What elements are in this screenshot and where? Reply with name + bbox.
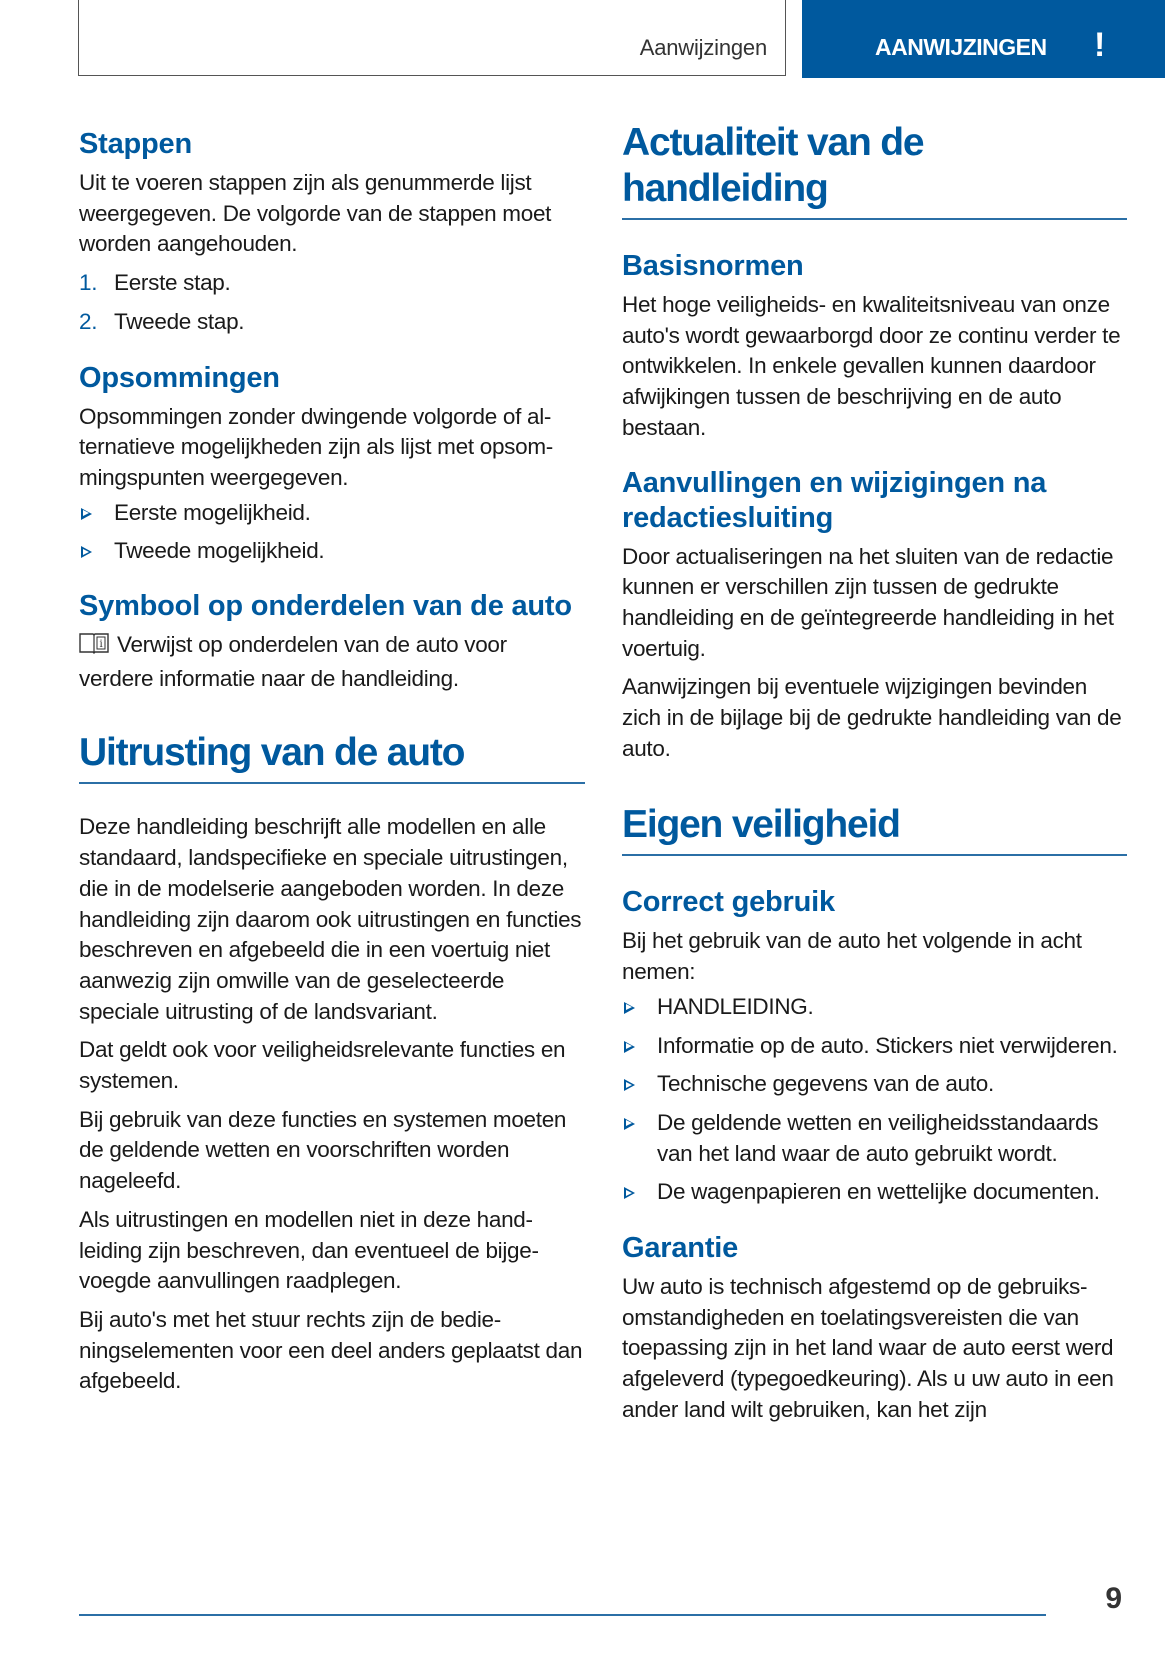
section-stappen (79, 126, 585, 338)
list-item (622, 1069, 1127, 1100)
list-item-text: Eerste mogelijkheid. (114, 499, 311, 525)
exclamation-icon: ! (1094, 26, 1106, 64)
book-info-icon (79, 631, 109, 664)
list-item-text: Tweede stap. (114, 308, 245, 334)
triangle-bullet-icon (624, 1041, 635, 1053)
triangle-bullet-icon (624, 1118, 635, 1130)
running-header-box (78, 0, 786, 76)
triangle-bullet-icon (624, 1079, 635, 1091)
section-actualiteit (622, 120, 1127, 220)
section-garantie (622, 1230, 1127, 1426)
list-item-text: De wagenpapieren en wettelijke documenten. (657, 1179, 1100, 1205)
chapter-tab (802, 0, 1165, 78)
section-opsommingen (79, 360, 585, 568)
page-number: 9 (1105, 1582, 1122, 1615)
list-item (79, 536, 585, 567)
paragraph: Opsommingen zonder dwingende volgorde of alternatieve mogelijkheden zijn als lijst met opsommingspunten weergegeven. (79, 403, 554, 490)
svg-text:i: i (99, 639, 103, 651)
bullet-list (622, 992, 1127, 1208)
paragraph: Bij het gebruik van de auto het volgende in acht nemen: (622, 928, 1082, 985)
heading-basisnormen: Basisnormen (622, 250, 804, 282)
chapter-tab-label: AANWIJZINGEN (875, 34, 1047, 60)
paragraph: Als uitrustingen en modellen niet in deze handleiding zijn beschreven, dan eventueel de bijgevoegde aanvullingen raadplegen. (79, 1206, 539, 1294)
heading-aanvullingen: Aanvullingen en wijzigingen na redactiesluiting (622, 466, 1047, 534)
triangle-bullet-icon (624, 1187, 635, 1199)
left-column (79, 120, 585, 1405)
right-column (622, 120, 1127, 1434)
list-item-text: Technische gegevens van de auto. (657, 1071, 994, 1097)
step-number: 2. (79, 308, 98, 334)
section-basisnormen (622, 248, 1127, 444)
footer-rule (79, 1614, 1046, 1616)
symbol-description: Verwijst op onderdelen van de auto voor verdere informatie naar de handleiding. (79, 632, 507, 691)
paragraph: Uw auto is technisch afgestemd op de gebruiksomstandigheden en toelatingsvereisten die van toepassing zijn in het land waar de auto eerst werd afgeleverd (typegoedkeuring). Als u uw auto in een ander land wilt gebruiken, kan het zijn (622, 1274, 1114, 1422)
list-item (79, 268, 585, 299)
heading-eigen-veiligheid: Eigen veiligheid (622, 802, 1127, 856)
paragraph: Dat geldt ook voor veiligheidsrelevante functies en systemen. (79, 1037, 566, 1094)
list-item (622, 1031, 1127, 1062)
section-uitrusting (79, 730, 585, 1397)
heading-opsommingen: Opsommingen (79, 361, 280, 394)
paragraph: Door actualiseringen na het sluiten van de redactie kunnen er verschillen zijn tussen de gedrukte handleiding en de geïntegreerde handleiding in het voertuig. (622, 543, 1114, 661)
list-item (622, 992, 1127, 1023)
heading-stappen: Stappen (79, 128, 192, 160)
list-item (622, 1177, 1127, 1208)
list-item-text: Informatie op de auto. Stickers niet verwijderen. (657, 1032, 1118, 1058)
heading-correct-gebruik: Correct gebruik (622, 886, 835, 919)
heading-uitrusting: Uitrusting van de auto (79, 730, 585, 784)
step-number: 1. (79, 270, 98, 296)
section-title: Aanwijzingen (639, 35, 767, 60)
paragraph: Bij gebruik van deze functies en systemen moeten de geldende wetten en voorschriften worden nageleefd. (79, 1106, 567, 1194)
section-correct-gebruik (622, 884, 1127, 1208)
heading-symbool: Symbool op onderdelen van de auto (79, 590, 572, 623)
list-item-text: HANDLEIDING. (657, 993, 814, 1019)
paragraph: Het hoge veiligheids- en kwaliteitsniveau van onze auto's wordt gewaarborgd door ze continu verder te ontwikkelen. In enkele gevallen kunnen daardoor afwijkingen tussen de beschrijving en de auto bestaan. (622, 292, 1121, 440)
section-eigen-veiligheid (622, 802, 1127, 856)
triangle-bullet-icon (81, 508, 92, 520)
paragraph (79, 630, 585, 694)
section-aanvullingen (622, 466, 1127, 765)
bullet-list (79, 498, 585, 567)
list-item (79, 498, 585, 529)
numbered-list (79, 268, 585, 337)
paragraph: Uit te voeren stappen zijn als genummerde lijst weergegeven. De volgorde van de stappen moet worden aangehouden. (79, 170, 552, 257)
triangle-bullet-icon (624, 1002, 635, 1014)
heading-actualiteit: Actualiteit van de handleiding (622, 120, 1127, 220)
heading-garantie: Garantie (622, 1232, 739, 1265)
paragraph: Aanwijzingen bij eventuele wijzigingen bevinden zich in de bijlage bij de gedrukte handleiding van de auto. (622, 674, 1122, 761)
paragraph: Deze handleiding beschrijft alle modellen en alle standaard, landspecifieke en speciale uitrustingen, die in de modelserie aangeboden worden. In deze handleiding zijn daarom ook uitrustingen en functies beschreven en afgebeeld die in een voertuig niet aanwezig zijn omwille van de geselecteerde speciale uitrusting of de landsvariant. (79, 814, 582, 1024)
triangle-bullet-icon (81, 546, 92, 558)
list-item (622, 1108, 1127, 1169)
section-symbool (79, 589, 585, 694)
paragraph: Bij auto's met het stuur rechts zijn de bedieningselementen voor een deel anders geplaatst dan afgebeeld. (79, 1306, 583, 1394)
list-item (79, 307, 585, 338)
list-item-text: De geldende wetten en veiligheidsstandaards van het land waar de auto gebruikt wordt. (657, 1109, 1099, 1166)
list-item-text: Tweede mogelijkheid. (114, 538, 325, 564)
list-item-text: Eerste stap. (114, 270, 231, 296)
